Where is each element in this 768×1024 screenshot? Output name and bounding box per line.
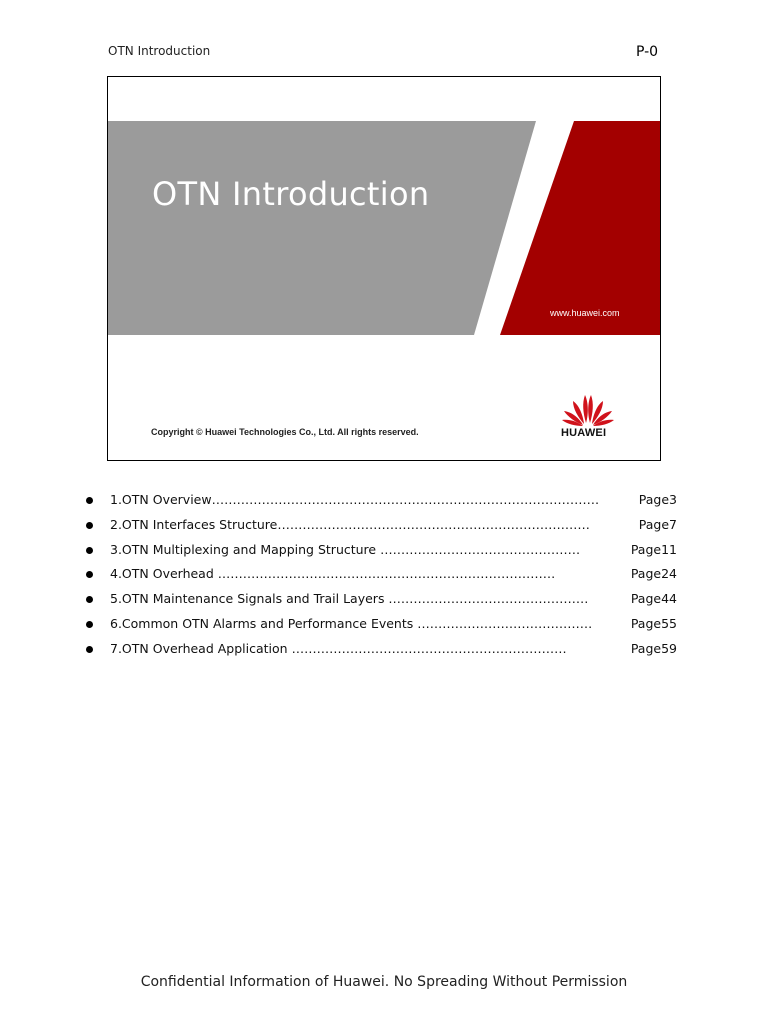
page-number: P-0 (636, 44, 659, 60)
toc-item-title: 1.OTN Overview………………………………………………………………………………… (110, 492, 600, 507)
gray-banner (108, 121, 536, 335)
slide-title: OTN Introduction (152, 175, 430, 213)
toc-item-page: Page11 (630, 541, 677, 557)
toc-item[interactable] (86, 566, 686, 591)
bullet-icon (86, 522, 93, 529)
bullet-icon (86, 646, 93, 653)
toc-item[interactable] (86, 517, 686, 542)
toc-item-title: 7.OTN Overhead Application ………………………………………………………… (110, 640, 567, 656)
toc-item-title: 6.Common OTN Alarms and Performance Events …………………………………… (110, 615, 593, 631)
toc-item[interactable] (86, 591, 686, 616)
bullet-icon (86, 596, 93, 603)
cover-slide-thumbnail (107, 76, 661, 461)
toc-item[interactable] (86, 492, 686, 517)
huawei-wordmark: HUAWEI (561, 427, 607, 439)
bullet-icon (86, 621, 93, 628)
bullet-icon (86, 497, 93, 504)
toc-item-page: Page59 (630, 640, 677, 656)
toc-item-title: 3.OTN Multiplexing and Mapping Structure ………………………………………… (110, 541, 581, 557)
bullet-icon (86, 571, 93, 578)
toc-item[interactable] (86, 616, 686, 641)
confidential-footer: Confidential Information of Huawei. No Spreading Without Permission (140, 974, 628, 990)
toc-item-title: 5.OTN Maintenance Signals and Trail Layers ………………………………………… (110, 591, 589, 607)
table-of-contents (86, 492, 686, 666)
bullet-icon (86, 547, 93, 554)
header-title: OTN Introduction (108, 44, 211, 58)
toc-item-page: Page7 (638, 516, 677, 532)
toc-item[interactable] (86, 641, 686, 666)
toc-item-title: 2.OTN Interfaces Structure………………………………………………………………… (110, 516, 590, 532)
toc-item-page: Page44 (630, 591, 677, 607)
toc-item-page: Page55 (630, 615, 677, 631)
slide-url: www.huawei.com (550, 308, 620, 318)
toc-item-page: Page3 (638, 492, 677, 507)
slide-copyright: Copyright © Huawei Technologies Co., Ltd. All rights reserved. (151, 427, 419, 437)
toc-item-title: 4.OTN Overhead ……………………………………………………………………… (110, 566, 556, 582)
toc-item[interactable] (86, 542, 686, 567)
toc-item-page: Page24 (630, 566, 677, 582)
